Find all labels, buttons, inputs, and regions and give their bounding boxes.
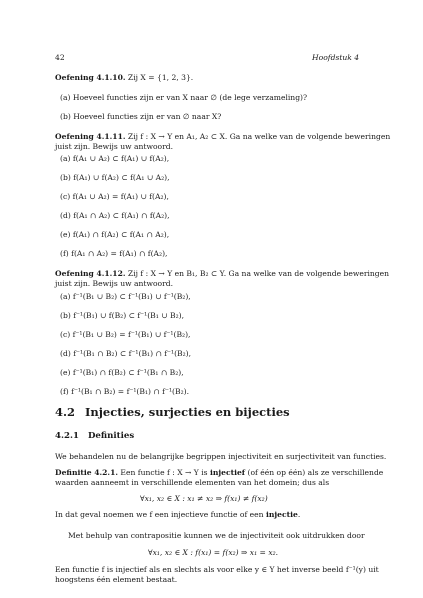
section-title: Injecties, surjecties en bijecties [85,405,290,419]
exercise-intro-cont: juist zijn. Bewijs uw antwoord. [55,279,174,288]
exercise-item: (f) f(A₁ ∩ A₂) = f(A₁) ∩ f(A₂), [60,249,168,258]
definition-label: Definitie 4.2.1. [55,468,118,477]
exercise-4-1-11-heading [55,132,390,142]
exercise-item: (a) f(A₁ ∪ A₂) ⊂ f(A₁) ∪ f(A₂), [60,154,170,163]
exercise-intro-cont: juist zijn. Bewijs uw antwoord. [55,142,174,151]
exercise-intro: Zij f : X → Y en A₁, A₂ ⊂ X. Ga na welke van de volgende beweringen [127,132,391,141]
exercise-item: (d) f(A₁ ∩ A₂) ⊂ f(A₁) ∩ f(A₂), [60,211,170,220]
exercise-item: (a) Hoeveel functies zijn er van X naar ∅ (de lege verzameling)? [60,93,308,102]
contrapositive-formula: ∀x₁, x₂ ∈ X : f(x₁) = f(x₂) ⇒ x₁ = x₂. [148,548,279,557]
text-span: . [297,510,301,519]
exercise-item: (a) f⁻¹(B₁ ∪ B₂) ⊂ f⁻¹(B₁) ∪ f⁻¹(B₂), [60,292,191,301]
exercise-item: (e) f(A₁) ∩ f(A₂) ⊂ f(A₁ ∩ A₂), [60,230,170,239]
exercise-item: (d) f⁻¹(B₁ ∩ B₂) ⊂ f⁻¹(B₁) ∩ f⁻¹(B₂), [60,349,192,358]
exercise-item: (f) f⁻¹(B₁ ∩ B₂) = f⁻¹(B₁) ∩ f⁻¹(B₂). [60,387,189,396]
final-paragraph-line-1: Een functie f is injectief als en slechts als voor elke y ∈ Y het inverse beeld f⁻¹(y) uit [55,565,379,574]
subsection-heading [55,431,134,441]
exercise-intro: Zij f : X → Y en B₁, B₂ ⊂ Y. Ga na welke van de volgende beweringen [127,269,390,278]
text-span: In dat geval noemen we f een injectieve functie of een [55,510,266,519]
after-definition-text [55,510,300,520]
definition-formula: ∀x₁, x₂ ∈ X : x₁ ≠ x₂ ⇒ f(x₁) ≠ f(x₂) [140,494,268,503]
page-number: 42 [55,53,65,62]
exercise-label: Oefening 4.1.10. [55,73,126,82]
exercise-item: (e) f⁻¹(B₁) ∩ f(B₂) ⊂ f⁻¹(B₁ ∩ B₂), [60,368,184,377]
exercise-item: (b) Hoeveel functies zijn er van ∅ naar X? [60,112,222,121]
exercise-4-1-10-heading [55,73,193,83]
exercise-label: Oefening 4.1.11. [55,132,126,141]
section-heading [55,405,290,419]
definition-text: (of één op één) als ze verschillende [245,468,384,477]
exercise-item: (c) f(A₁ ∪ A₂) = f(A₁) ∪ f(A₂), [60,192,169,201]
final-paragraph-line-2: hoogstens één element bestaat. [55,575,178,584]
exercise-item: (b) f⁻¹(B₁) ∪ f(B₂) ⊂ f⁻¹(B₁ ∪ B₂), [60,311,184,320]
definition-term: injectief [209,468,246,477]
subsection-title: Definities [87,431,135,441]
definition-text: Een functie f : X → Y is [120,468,210,477]
chapter-header: Hoofdstuk 4 [312,53,360,62]
contrapositive-text: Met behulp van contrapositie kunnen we de injectiviteit ook uitdrukken door [68,531,365,540]
exercise-label: Oefening 4.1.12. [55,269,126,278]
definition-line-1 [55,468,383,478]
intro-paragraph: We behandelen nu de belangrijke begrippen injectiviteit en surjectiviteit van functies. [55,452,387,461]
exercise-item: (c) f⁻¹(B₁ ∪ B₂) = f⁻¹(B₁) ∪ f⁻¹(B₂), [60,330,191,339]
exercise-item: (b) f(A₁) ∪ f(A₂) ⊂ f(A₁ ∪ A₂), [60,173,170,182]
exercise-intro: Zij X = {1, 2, 3}. [127,73,194,82]
subsection-number: 4.2.1 [55,431,79,441]
exercise-4-1-12-heading [55,269,389,279]
section-number: 4.2 [55,405,76,419]
definition-line-2: waarden aanneemt in verschillende elementen van het domein; dus als [55,478,330,487]
injectie-term: injectie [265,510,298,519]
